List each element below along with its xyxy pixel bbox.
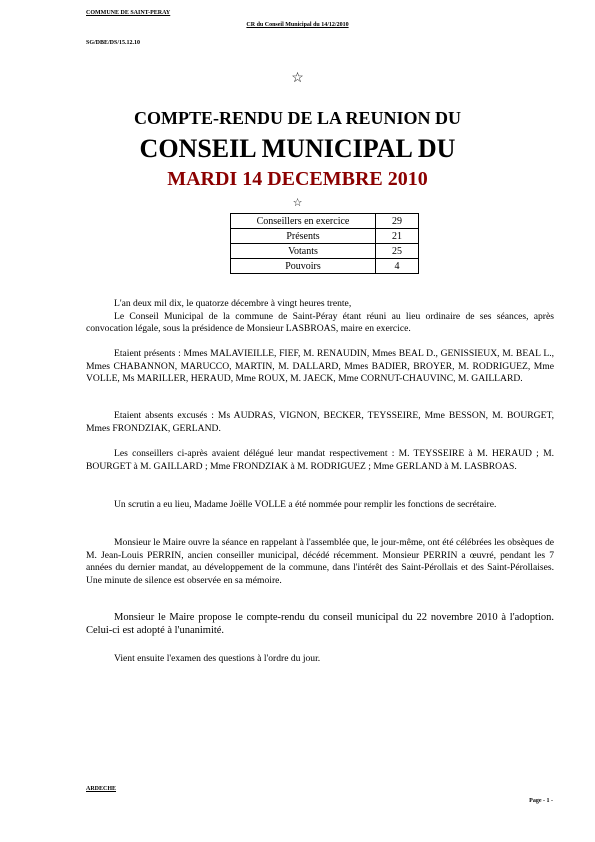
table-cell-value: 25 (376, 244, 419, 259)
title-line-3: MARDI 14 DECEMBRE 2010 (167, 168, 428, 190)
attendance-table (230, 213, 419, 274)
table-cell-value: 29 (376, 214, 419, 229)
paragraph: Vient ensuite l'examen des questions à l'ordre du jour. (114, 653, 321, 664)
paragraph: Le Conseil Municipal de la commune de Saint-Péray étant réuni au lieu ordinaire de ses séances, après convocation légale, sous la présidence de Monsieur LASBROAS, maire en exercice. (86, 310, 554, 334)
document-header-title: CR du Conseil Municipal du 14/12/2010 (246, 22, 349, 28)
paragraph: Etaient présents : Mmes MALAVIEILLE, FIEF, M. RENAUDIN, Mmes BEAL D., GENISSIEUX, M. BEAL L., Mmes CHABANNON, MARUCCO, MARTIN, M. DALLARD, Mmes BADIER, BROYER, M. RODRIGUEZ, Mme VOLLE, Ms MARILLER, HERAUD, Mme ROUX, M. JAECK, Mme CORNUT-CHAUVINC, M. GAILLARD. (86, 348, 554, 384)
footer-department: ARDECHE (86, 786, 117, 792)
opening-paragraph (86, 298, 554, 336)
paragraph: Etaient absents excusés : Ms AUDRAS, VIGNON, BECKER, TEYSSEIRE, Mme BESSON, M. BOURGET, Mmes FRONDZIAK, GERLAND. (86, 410, 554, 434)
tribute-paragraph (86, 537, 554, 587)
table-cell-label: Conseillers en exercice (231, 214, 376, 229)
page-number: Page - 1 - (529, 798, 553, 804)
absent-members-paragraph (86, 410, 554, 435)
table-row (231, 214, 419, 229)
paragraph: Un scrutin a eu lieu, Madame Joëlle VOLLE a été nommée pour remplir les fonctions de secrétaire. (114, 499, 497, 510)
table-cell-label: Présents (231, 229, 376, 244)
paragraph: Monsieur le Maire ouvre la séance en rappelant à l'assemblée que, le jour-même, ont été célébrées les obsèques de M. Jean-Louis PERRIN, ancien conseiller municipal, décédé récemment. Monsieur PERRIN a œuvré, pendant les 7 années du dernier mandat, au développement de la commune, dans l'intérêt des Saint-Pérollais et des Saint-Pérollaises. Une minute de silence est observée en sa mémoire. (86, 537, 554, 586)
title-line-2: CONSEIL MUNICIPAL DU (139, 134, 456, 163)
table-row (231, 244, 419, 259)
title-line-1: COMPTE-RENDU DE LA REUNION DU (133, 108, 461, 128)
document-reference: SG/DBE/DS/15.12.10 (86, 40, 141, 46)
paragraph: Les conseillers ci-après avaient délégué leur mandat respectivement : M. TEYSSEIRE à M. HERAUD ; M. BOURGET à M. GAILLARD ; Mme FRONDZIAK à M. RODRIGUEZ ; Mme GERLAND à M. LASBROAS. (86, 448, 554, 472)
table-row (231, 229, 419, 244)
paragraph: L'an deux mil dix, le quatorze décembre à vingt heures trente, (114, 298, 352, 309)
paragraph: Monsieur le Maire propose le compte-rendu du conseil municipal du 22 novembre 2010 à l'adoption. Celui-ci est adopté à l'unanimité. (86, 612, 554, 636)
agenda-paragraph (86, 653, 554, 666)
proxies-paragraph (86, 448, 554, 473)
star-ornament-icon: ☆ (291, 71, 304, 86)
present-members-paragraph (86, 348, 554, 386)
table-row (231, 259, 419, 274)
table-cell-label: Votants (231, 244, 376, 259)
table-cell-value: 21 (376, 229, 419, 244)
secretary-paragraph (86, 499, 554, 512)
minutes-adoption-paragraph (86, 612, 554, 637)
table-cell-label: Pouvoirs (231, 259, 376, 274)
commune-header: COMMUNE DE SAINT-PERAY (86, 10, 171, 16)
star-ornament-icon: ☆ (292, 197, 303, 209)
table-cell-value: 4 (376, 259, 419, 274)
